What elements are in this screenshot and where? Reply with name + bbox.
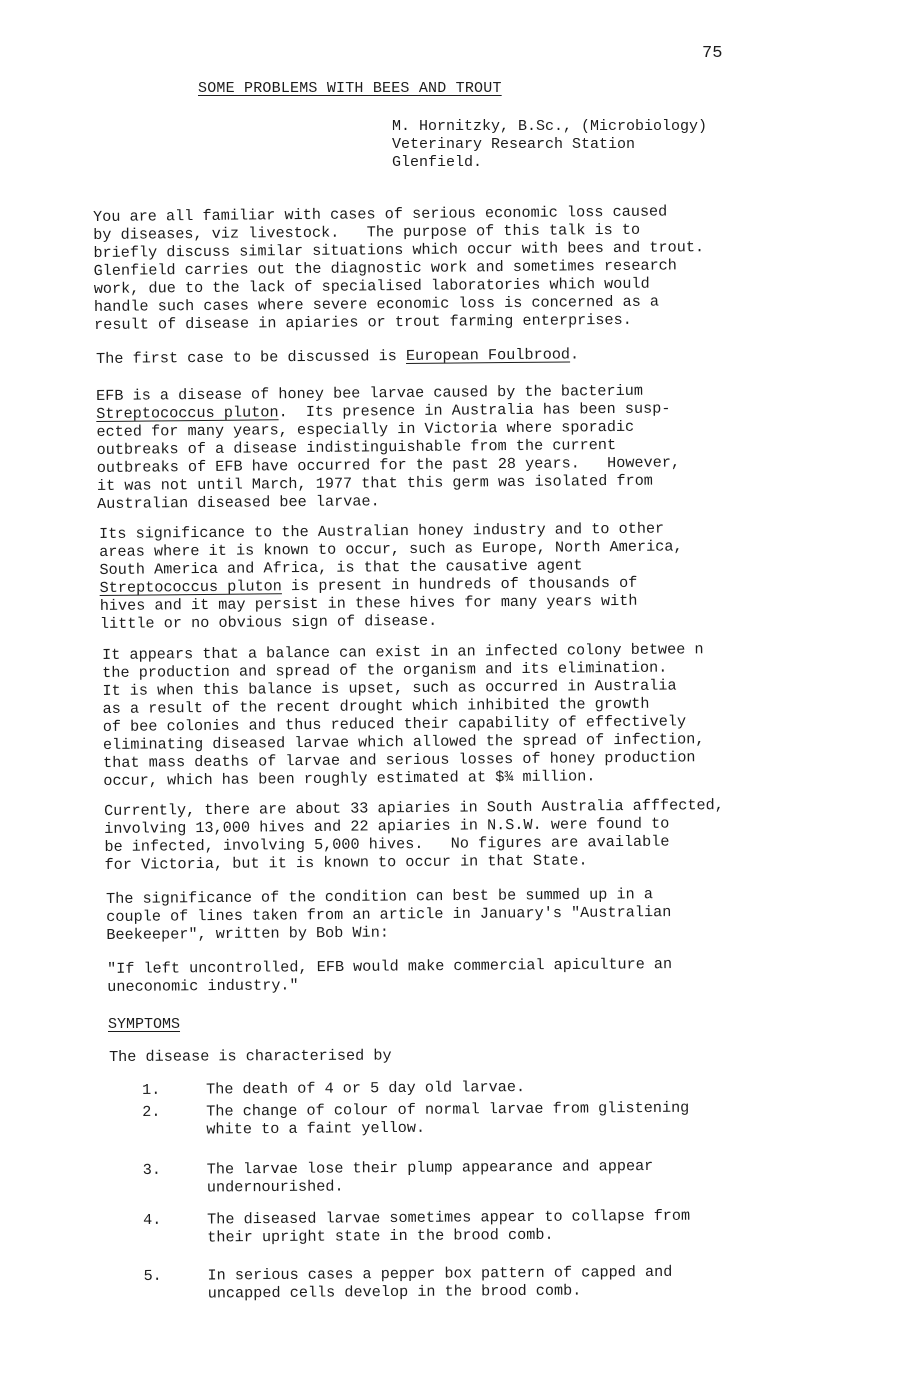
symptoms-intro xyxy=(109,1047,392,1066)
text-line: for Victoria, but it is known to occur in that State. xyxy=(104,851,588,874)
text-line: briefly discuss similar situations which occur with bees and trout. xyxy=(93,238,705,262)
quote-block xyxy=(107,955,672,996)
text-line: The death of 4 or 5 day old larvae. xyxy=(205,1077,526,1099)
text-line: It appears that a balance can exist in an infected colony betwee n xyxy=(102,640,704,664)
species-name: Streptococcus pluton xyxy=(96,403,279,423)
text-line: areas where it is known to occur, such as Europe, North America, xyxy=(99,537,683,561)
text-line: The disease is characterised by xyxy=(109,1046,392,1066)
text-line: Its significance to the Australian honey industry and to other xyxy=(99,519,665,543)
text-line: white to a faint yellow. xyxy=(206,1118,426,1139)
text-line: eliminating diseased larvae which allowed the spread of infection, xyxy=(102,730,705,754)
paragraph-first-case xyxy=(96,345,579,368)
text-line: Glenfield carries out the diagnostic work and sometimes research xyxy=(93,256,677,280)
text-line: Currently, there are about 33 apiaries in South Australia afffected, xyxy=(104,796,724,820)
text-line: Streptococcus pluton. Its presence in Australia has been susp- xyxy=(96,399,671,423)
text-line: You are all familiar with cases of serious economic loss caused xyxy=(93,202,668,226)
list-number: 4. xyxy=(143,1210,162,1229)
paragraph-significance xyxy=(99,519,683,633)
text-line: of bee colonies and thus reduced their capability of effectively xyxy=(102,712,687,736)
paragraph-efb xyxy=(96,381,680,513)
text-line: EFB is a disease of honey bee larvae caused by the bacterium xyxy=(96,381,643,405)
text-line: undernourished. xyxy=(206,1177,344,1197)
paragraph-balance xyxy=(102,640,705,790)
list-number: 2. xyxy=(142,1102,161,1121)
paragraph-intro xyxy=(93,202,705,334)
text-line: their upright state in the brood comb. xyxy=(207,1225,554,1247)
author-affiliation: Veterinary Research Station xyxy=(392,136,636,153)
text-line: The larvae lose their plump appearance and appear xyxy=(206,1156,654,1179)
text-line: that mass deaths of larvae and serious losses of honey production xyxy=(103,748,696,772)
text-line: outbreaks of a disease indistinguishable from the current xyxy=(96,436,617,459)
text-line: by diseases, viz livestock. The purpose of this talk is to xyxy=(93,220,641,244)
species-name: Streptococcus pluton xyxy=(99,577,282,597)
text-line: as a result of the recent drought which inhibited the growth xyxy=(102,694,650,718)
page-number: 75 xyxy=(702,44,723,63)
text-line: Streptococcus pluton is present in hundreds of thousands of xyxy=(99,573,638,597)
text-line: handle such cases where severe economic loss is concerned as a xyxy=(93,292,660,316)
text-line: the production and spread of the organism and its elimination. xyxy=(102,658,668,682)
disease-name: European Foulbrood xyxy=(405,345,571,366)
section-heading-symptoms: SYMPTOMS xyxy=(108,1016,181,1033)
list-number: 5. xyxy=(143,1266,162,1285)
text-line: In serious cases a pepper box pattern of capped and xyxy=(207,1262,673,1285)
text-line: occur, which has been roughly estimated at $¾ million. xyxy=(103,767,596,790)
author-name: M. Hornitzky, B.Sc., (Microbiology) xyxy=(392,118,708,135)
list-number: 3. xyxy=(142,1160,162,1179)
text-line: Australian diseased bee larvae. xyxy=(97,492,380,513)
text-line: result of disease in apiaries or trout farming enterprises. xyxy=(94,310,632,334)
text-line: The diseased larvae sometimes appear to collapse from xyxy=(207,1206,691,1229)
text-line: outbreaks of EFB have occurred for the past 28 years. However, xyxy=(96,453,681,477)
text-line: "If left uncontrolled, EFB would make commercial apiculture an xyxy=(107,955,673,978)
paragraph-summary xyxy=(106,885,672,944)
text-line: uncapped cells develop in the brood comb. xyxy=(207,1281,582,1303)
paragraph-currently xyxy=(104,796,724,874)
text-line: It is when this balance is upset, such as occurred in Australia xyxy=(102,676,677,700)
text-line: ected for many years, especially in Victoria where sporadic xyxy=(96,417,635,441)
text-line: be infected, involving 5,000 hives. No figures are available xyxy=(104,832,670,856)
text-line: involving 13,000 hives and 22 apiaries in N.S.W. were found to xyxy=(104,814,670,838)
page-title: SOME PROBLEMS WITH BEES AND TROUT xyxy=(198,80,502,97)
author-location: Glenfield. xyxy=(392,154,483,171)
text-line: work, due to the lack of specialised laboratories which would xyxy=(93,274,650,298)
text-line: Beekeeper", written by Bob Win: xyxy=(106,923,390,944)
text-line: it was not until March, 1977 that this germ was isolated from xyxy=(96,471,653,495)
text-line: The significance of the condition can best be summed up in a xyxy=(106,885,653,908)
text-line: couple of lines taken from an article in January's "Australian xyxy=(106,903,672,926)
text-line: The change of colour of normal larvae from glistening xyxy=(206,1098,690,1121)
text-line: uneconomic industry." xyxy=(107,976,299,996)
author-block xyxy=(392,118,707,172)
text-line: The first case to be discussed is European Foulbrood. xyxy=(96,345,580,368)
symptoms-list xyxy=(142,1077,691,1307)
text-line: hives and it may persist in these hives for many years with xyxy=(99,591,638,615)
text-line: South America and Africa, is that the causative agent xyxy=(99,556,583,579)
list-number: 1. xyxy=(142,1080,161,1099)
text-line: little or no obvious sign of disease. xyxy=(99,611,438,633)
